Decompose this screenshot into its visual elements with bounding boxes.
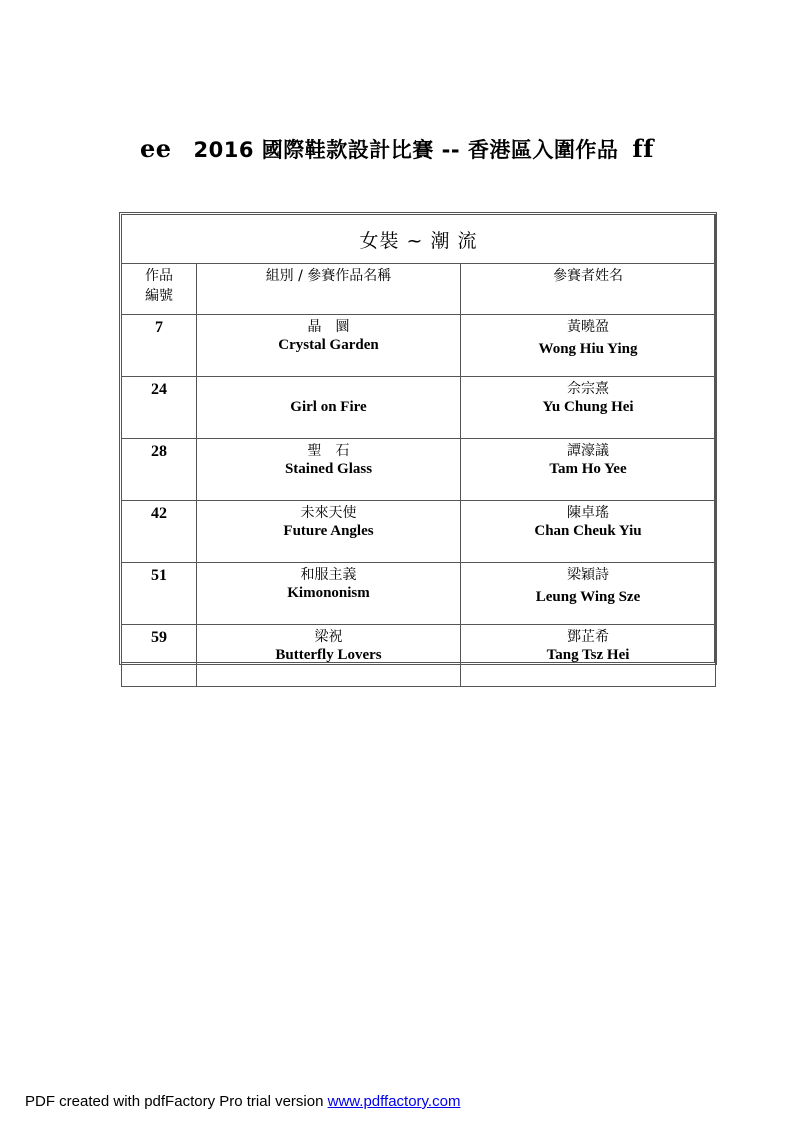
work-cell [197, 377, 461, 439]
column-header-number-line1: 作品 [145, 268, 173, 284]
entry-number: 7 [122, 315, 197, 377]
work-title-cn: 聖 石 [307, 443, 350, 459]
entrant-name-en: Yu Chung Hei [542, 399, 634, 415]
page-title [0, 134, 794, 164]
entrant-name-cn: 鄧芷希 [567, 629, 610, 645]
work-cell [197, 439, 461, 501]
work-cell [197, 563, 461, 625]
entry-number: 28 [122, 439, 197, 501]
column-header-work: 組別 / 參賽作品名稱 [197, 264, 461, 315]
entrant-name-cn: 佘宗熹 [567, 381, 610, 397]
work-cell [197, 625, 461, 687]
right-ornament: ff [632, 134, 654, 163]
table-caption: 女裝 ~ 潮 流 [122, 215, 716, 264]
entry-number: 51 [122, 563, 197, 625]
column-header-number [122, 264, 197, 315]
entrant-name-en: Chan Cheuk Yiu [534, 523, 642, 539]
work-title-cn: 梁祝 [314, 629, 343, 645]
work-title-cn: 晶 圜 [307, 319, 350, 335]
page-title-text: 2016 國際鞋款設計比賽 -- 香港區入圍作品 [193, 138, 619, 162]
entry-number: 42 [122, 501, 197, 563]
left-ornament: ee [139, 134, 172, 163]
entrant-cell [461, 501, 716, 563]
work-title-en: Girl on Fire [290, 399, 367, 415]
work-title-en: Butterfly Lovers [275, 647, 382, 663]
table-row [122, 439, 716, 501]
column-header-entrant: 參賽者姓名 [461, 264, 716, 315]
table-row [122, 315, 716, 377]
entry-number: 59 [122, 625, 197, 687]
entry-number: 24 [122, 377, 197, 439]
table-row [122, 563, 716, 625]
table-row [122, 625, 716, 687]
entrant-cell [461, 377, 716, 439]
table-row [122, 501, 716, 563]
work-title-en: Crystal Garden [278, 337, 379, 353]
table-row [122, 377, 716, 439]
work-title-en: Future Angles [283, 523, 374, 539]
entrant-cell [461, 625, 716, 687]
work-title-cn: 和服主義 [300, 567, 357, 583]
entrant-cell [461, 439, 716, 501]
work-cell [197, 501, 461, 563]
entrant-name-cn: 黃曉盈 [567, 319, 610, 335]
work-title-en: Kimononism [287, 585, 370, 601]
column-header-number-line2: 編號 [145, 288, 173, 304]
entrant-cell [461, 563, 716, 625]
entrant-name-en: Wong Hiu Ying [538, 341, 638, 357]
entrant-name-cn: 梁穎詩 [567, 567, 610, 583]
work-title-cn: 未來天使 [300, 505, 357, 521]
entrant-name-en: Leung Wing Sze [535, 589, 641, 605]
footer-text: PDF created with pdfFactory Pro trial version [25, 1093, 328, 1110]
work-title-en: Stained Glass [284, 461, 373, 477]
entrant-name-en: Tang Tsz Hei [546, 647, 630, 663]
entrant-cell [461, 315, 716, 377]
entries-table [121, 214, 716, 687]
entrant-name-cn: 譚濠議 [567, 443, 610, 459]
work-cell [197, 315, 461, 377]
footer-link[interactable]: www.pdffactory.com [327, 1093, 461, 1110]
footer [25, 1093, 460, 1110]
entrant-name-en: Tam Ho Yee [549, 461, 627, 477]
entrant-name-cn: 陳卓瑤 [567, 505, 610, 521]
